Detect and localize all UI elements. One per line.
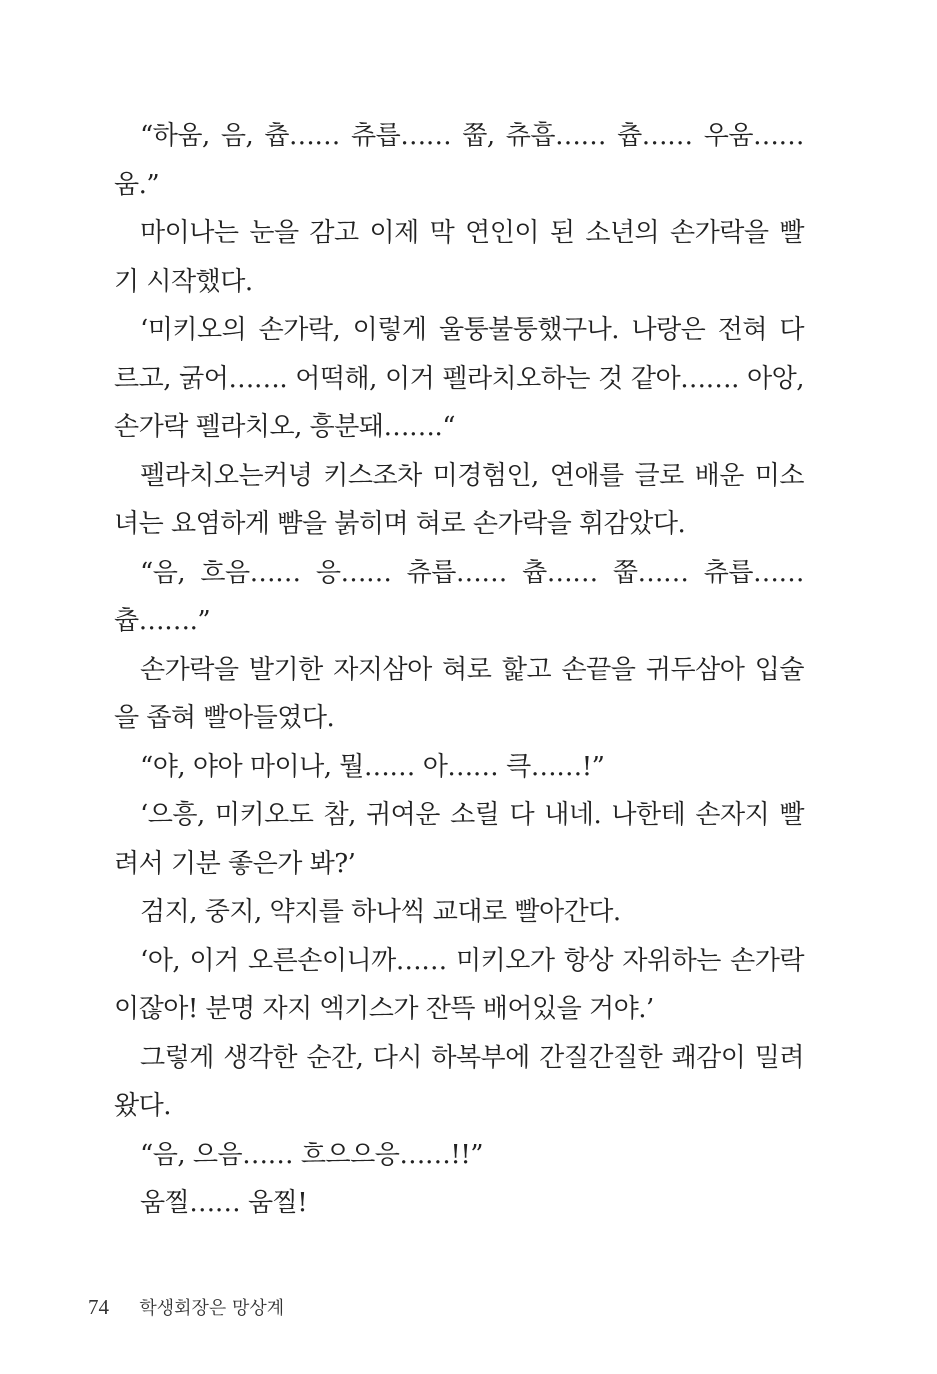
text-line: 츕…….” — [114, 606, 211, 636]
text-line: 려서 기분 좋은가 봐?’ — [114, 848, 356, 879]
page-body — [114, 112, 804, 1228]
text-line: 기 시작했다. — [114, 266, 253, 297]
text-line: 움찔…… 움찔! — [140, 1188, 308, 1218]
text-line: “음, 으음…… 흐으으응……!!” — [140, 1139, 484, 1170]
text-line: “하움, 음, 츕…… 츄릅…… 쭙, 츄흡…… 츕…… 우움…… — [140, 121, 804, 151]
page-number: 74 — [88, 1295, 109, 1319]
text-line: 녀는 요염하게 뺨을 붉히며 혀로 손가락을 휘감았다. — [114, 509, 686, 539]
text-line: “음, 흐음…… 응…… 츄릅…… 츕…… 쭙…… 츄릅…… — [140, 557, 804, 588]
text-line: ‘미키오의 손가락, 이렇게 울퉁불퉁했구나. 나랑은 전혀 다 — [140, 315, 804, 345]
text-line: “야, 야아 마이나, 뭘…… 아…… 큭……!” — [140, 751, 605, 782]
text-line: 그렇게 생각한 순간, 다시 하복부에 간질간질한 쾌감이 밀려 — [140, 1042, 804, 1073]
text-line: ‘아, 이거 오른손이니까…… 미키오가 항상 자위하는 손가락 — [140, 945, 804, 976]
running-title: 학생회장은 망상계 — [139, 1298, 285, 1319]
text-line: 손가락을 발기한 자지삼아 혀로 핥고 손끝을 귀두삼아 입술 — [140, 654, 804, 685]
page-footer — [88, 1294, 284, 1320]
text-line: ‘으흥, 미키오도 참, 귀여운 소릴 다 내네. 나한테 손자지 빨 — [140, 800, 804, 830]
text-line: 르고, 굵어……. 어떡해, 이거 펠라치오하는 것 같아……. 아앙, — [114, 363, 804, 394]
text-line: 움.” — [114, 169, 160, 200]
text-line: 마이나는 눈을 감고 이제 막 연인이 된 소년의 손가락을 빨 — [140, 218, 804, 248]
text-line: 을 좁혀 빨아들였다. — [114, 703, 335, 733]
text-line: 펠라치오는커녕 키스조차 미경험인, 연애를 글로 배운 미소 — [140, 460, 804, 491]
text-line: 검지, 중지, 약지를 하나씩 교대로 빨아간다. — [140, 897, 621, 927]
text-line: 이잖아! 분명 자지 엑기스가 잔뜩 배어있을 거야.’ — [114, 994, 654, 1024]
text-line: 왔다. — [114, 1091, 171, 1121]
text-line: 손가락 펠라치오, 흥분돼…….“ — [114, 412, 456, 442]
